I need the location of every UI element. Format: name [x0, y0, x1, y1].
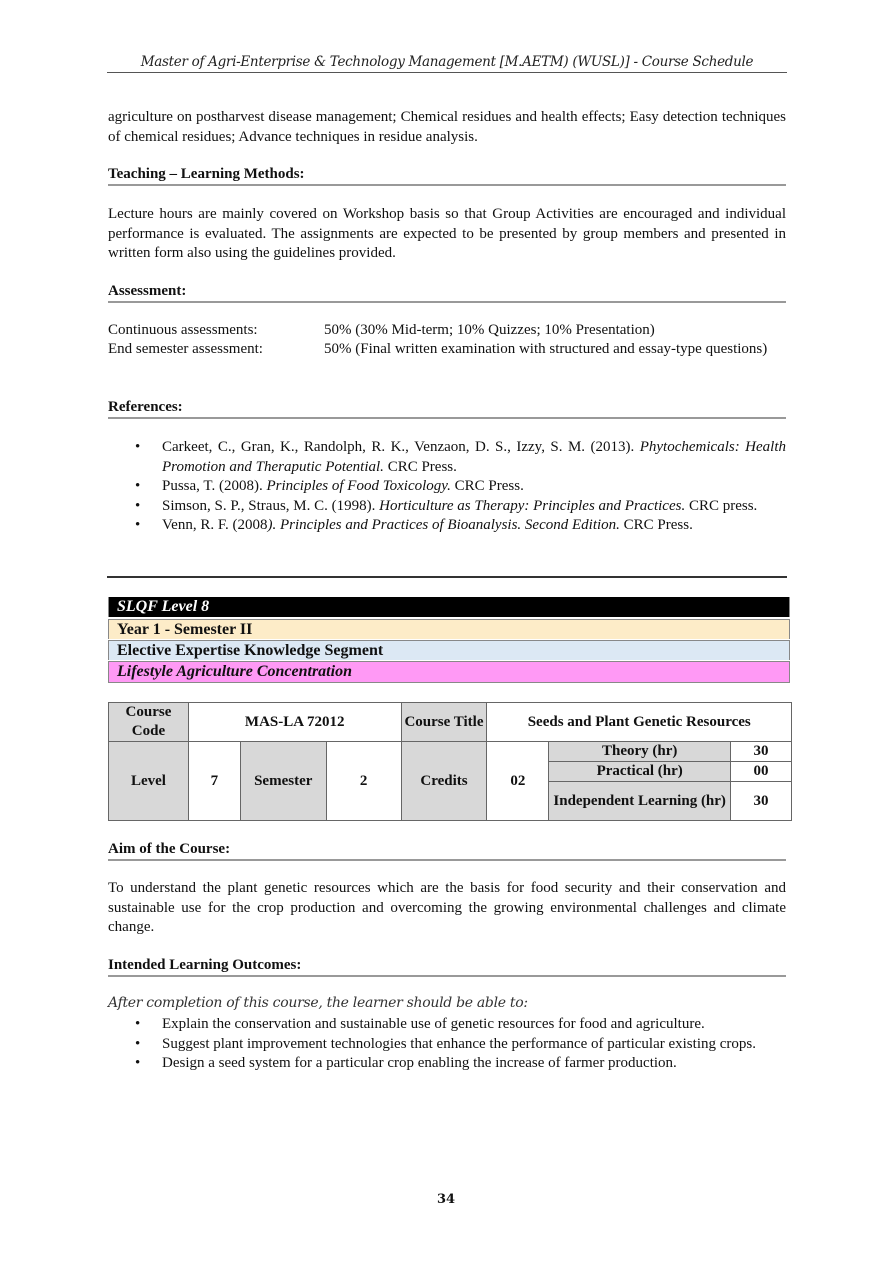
intro-continuation: agriculture on postharvest disease management; Chemical residues and health effects; Easy detection techniques of chemical residues; Advance techniques in residue analysis.	[108, 109, 786, 145]
running-header: Master of Agri-Enterprise & Technology Management [M.AETM) (WUSL)] - Course Schedule	[140, 54, 754, 70]
ilo-item: • Suggest plant improvement technologies that enhance the performance of particular existing crops.	[108, 1035, 786, 1055]
teaching-heading: Teaching – Learning Methods:	[108, 165, 786, 186]
year-semester-band: Year 1 - Semester II	[108, 619, 790, 639]
course-title-label: Course Title	[401, 703, 487, 742]
reference-item: • Simson, S. P., Straus, M. C. (1998). Horticulture as Therapy: Principles and Practices. CRC press.	[108, 497, 786, 517]
bullet-icon: •	[135, 497, 141, 514]
header-rule	[107, 72, 787, 73]
course-info-table	[108, 702, 792, 821]
practical-label: Practical (hr)	[549, 762, 731, 782]
level-label: Level	[109, 742, 189, 821]
ilo-heading: Intended Learning Outcomes:	[108, 956, 786, 977]
assessment-value: 50% (30% Mid-term; 10% Quizzes; 10% Presentation)	[324, 322, 655, 338]
page-number: 34	[436, 1192, 456, 1207]
teaching-text: Lecture hours are mainly covered on Workshop basis so that Group Activities are encouraged and individual performance is evaluated. The assignments are expected to be presented by group members and presented in written form also using the guidelines provided.	[108, 206, 786, 261]
assessment-value: 50% (Final written examination with structured and essay-type questions)	[324, 341, 768, 357]
semester-value: 2	[326, 742, 401, 821]
references-list	[108, 438, 786, 536]
independent-label: Independent Learning (hr)	[549, 782, 731, 821]
reference-item: • Pussa, T. (2008). Principles of Food Toxicology. CRC Press.	[108, 477, 786, 497]
assessment-row	[108, 321, 786, 341]
bullet-icon: •	[135, 439, 141, 455]
independent-value: 30	[731, 782, 792, 821]
aim-text: To understand the plant genetic resources which are the basis for food security and their conservation and sustainable use for the crop production and overcoming the growing environmental challenges and climate change.	[108, 880, 786, 935]
concentration-band: Lifestyle Agriculture Concentration	[108, 661, 790, 683]
assessment-label: Continuous assessments:	[108, 322, 258, 338]
assessment-heading: Assessment:	[108, 282, 786, 303]
assessment-row	[108, 340, 786, 380]
reference-item: • Carkeet, C., Gran, K., Randolph, R. K., Venzaon, D. S., Izzy, S. M. (2013). Phytochemicals: Health Promotion and Theraputic Potential. CRC Press.	[135, 439, 786, 475]
theory-value: 30	[731, 742, 792, 762]
aim-heading: Aim of the Course:	[108, 840, 786, 861]
bullet-icon: •	[135, 478, 141, 494]
practical-value: 00	[731, 762, 792, 782]
course-code-label: Course Code	[109, 703, 189, 742]
course-code: MAS-LA 72012	[188, 703, 401, 742]
bullet-icon: •	[135, 517, 141, 533]
ilo-item: • Explain the conservation and sustainable use of genetic resources for food and agriculture.	[108, 1015, 786, 1035]
bullet-icon: •	[135, 1035, 141, 1052]
credits-label: Credits	[401, 742, 487, 821]
level-value: 7	[188, 742, 240, 821]
bullet-icon: •	[135, 1016, 141, 1032]
ilo-list	[108, 1015, 786, 1074]
ilo-intro: After completion of this course, the learner should be able to:	[108, 995, 528, 1011]
bullet-icon: •	[135, 1055, 141, 1071]
assessment-label: End semester assessment:	[108, 341, 263, 357]
segment-band: Elective Expertise Knowledge Segment	[108, 640, 790, 660]
theory-label: Theory (hr)	[549, 742, 731, 762]
reference-item: • Venn, R. F. (2008). Principles and Practices of Bioanalysis. Second Edition. CRC Press.	[108, 516, 786, 536]
slqf-level-band: SLQF Level 8	[108, 597, 790, 617]
course-title: Seeds and Plant Genetic Resources	[487, 703, 792, 742]
references-heading: References:	[108, 398, 786, 419]
semester-label: Semester	[240, 742, 326, 821]
credits-value: 02	[487, 742, 549, 821]
section-separator	[107, 576, 787, 578]
ilo-item: • Design a seed system for a particular crop enabling the increase of farmer production.	[108, 1054, 786, 1074]
